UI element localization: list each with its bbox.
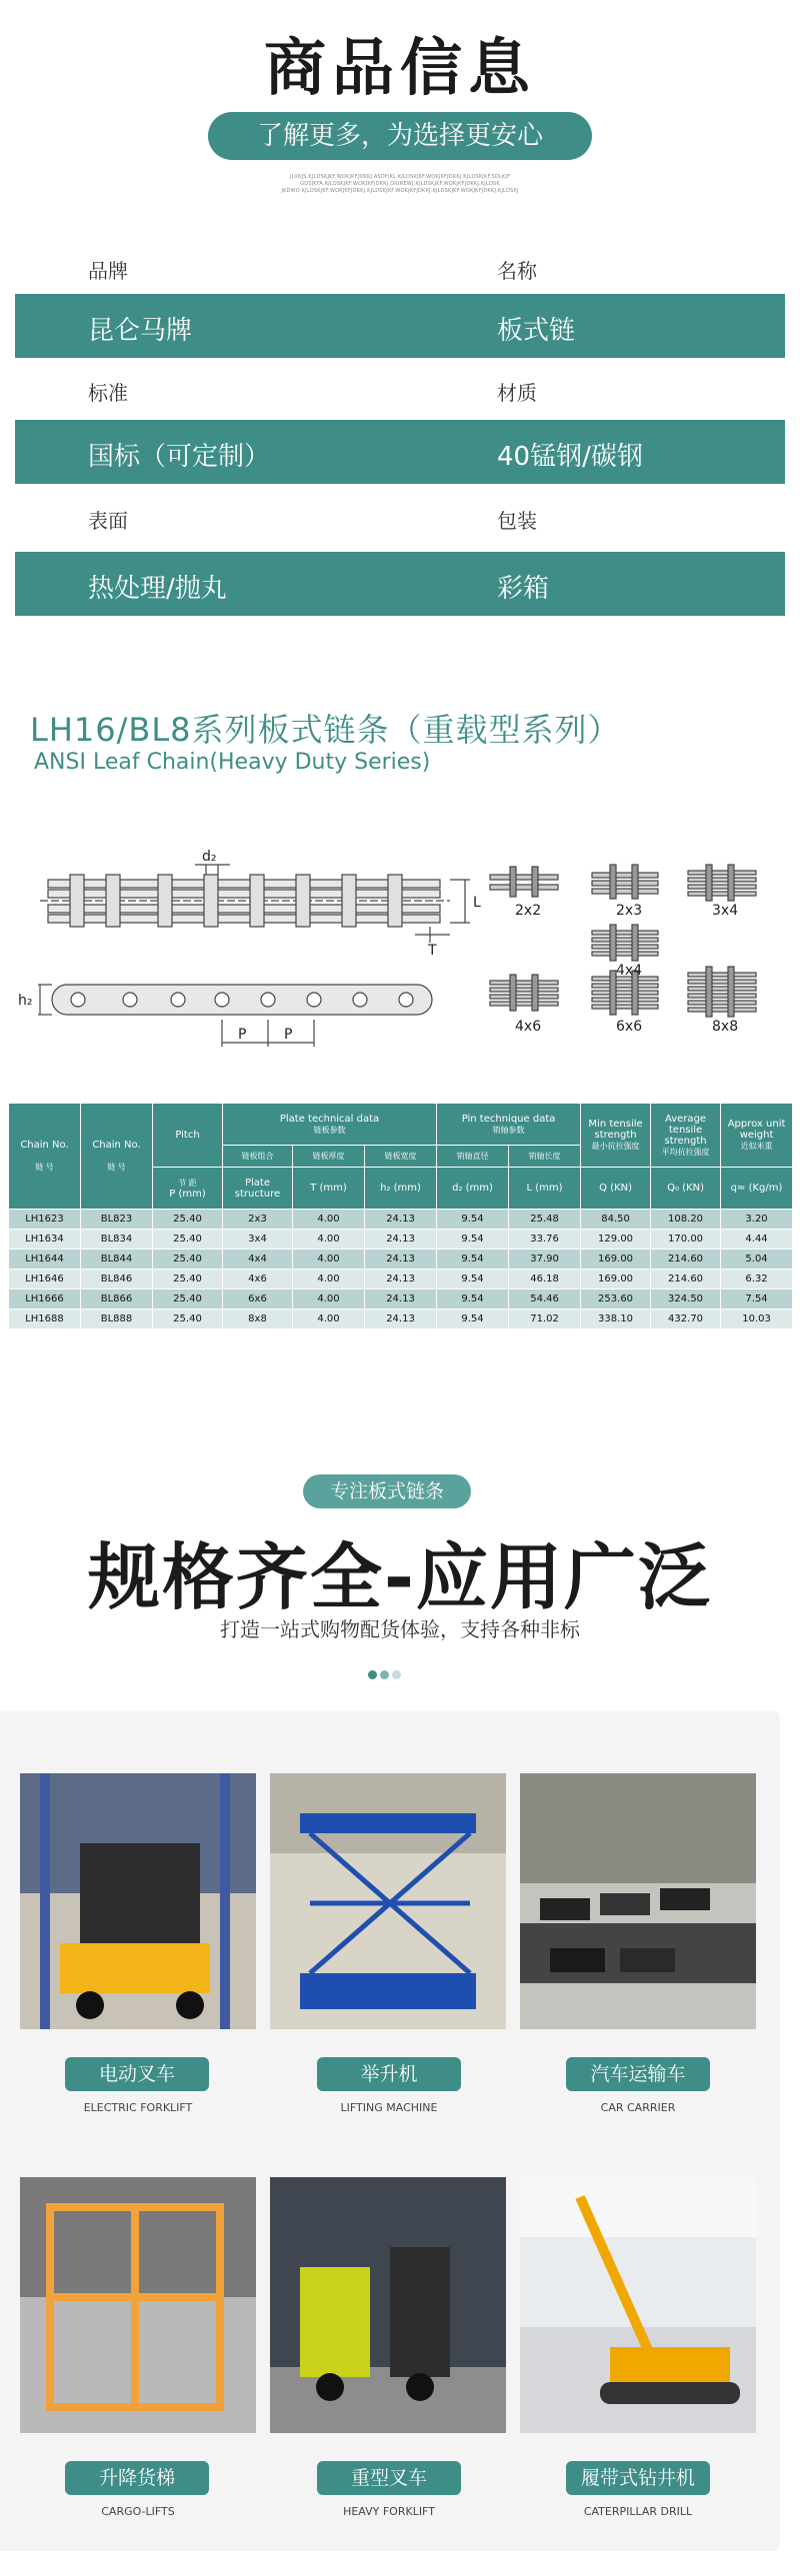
table-cell: 9.54 bbox=[437, 1289, 509, 1309]
col-header-avg-sym: Q₀ (KN) bbox=[651, 1168, 721, 1210]
application-lifting-machine-button[interactable]: 举升机 bbox=[317, 2057, 461, 2091]
table-cell: 4.00 bbox=[293, 1230, 365, 1250]
application-caption: CATERPILLAR DRILL bbox=[583, 2505, 693, 2518]
info-value-name: 板式链 bbox=[497, 316, 576, 346]
cargo-lift-image bbox=[20, 2177, 256, 2433]
section-title: LH16/BL8系列板式链条（重载型系列） bbox=[30, 711, 621, 749]
dim-label-P2: P bbox=[284, 1027, 293, 1043]
heavy-forklift-image bbox=[270, 2177, 506, 2433]
col-header-plate: Plate technical data 链板参数 bbox=[223, 1104, 437, 1146]
col-header-min-tensile: Min tensile strength 最小抗拉强度 bbox=[581, 1104, 651, 1168]
table-cell: 25.40 bbox=[153, 1309, 223, 1329]
chain-top-view bbox=[40, 865, 470, 943]
table-cell: LH1634 bbox=[9, 1230, 81, 1250]
table-cell: 169.00 bbox=[581, 1250, 651, 1270]
col-header-plate-thick-sym: T (mm) bbox=[293, 1168, 365, 1210]
table-cell: 6.32 bbox=[721, 1270, 793, 1289]
table-cell: BL834 bbox=[81, 1230, 153, 1250]
table-cell: 214.60 bbox=[651, 1250, 721, 1270]
application-caption: HEAVY FORKLIFT bbox=[343, 2505, 435, 2518]
table-cell: BL844 bbox=[81, 1250, 153, 1270]
info-label-packaging: 包装 bbox=[497, 509, 537, 533]
table-cell: 25.48 bbox=[509, 1210, 581, 1230]
col-header-chain-no: Chain No. 链 号 bbox=[9, 1104, 81, 1210]
table-row bbox=[9, 1309, 793, 1329]
info-label-brand: 品牌 bbox=[88, 259, 128, 283]
table-cell: 71.02 bbox=[509, 1309, 581, 1329]
table-cell: 4x4 bbox=[223, 1250, 293, 1270]
chain-diagram bbox=[10, 835, 790, 1055]
lacing-label: 6x6 bbox=[616, 1019, 643, 1035]
table-cell: BL866 bbox=[81, 1289, 153, 1309]
lacing-label: 2x2 bbox=[515, 903, 542, 919]
table-cell: 24.13 bbox=[365, 1270, 437, 1289]
application-caption: ELECTRIC FORKLIFT bbox=[83, 2101, 193, 2114]
lacing-label: 8x8 bbox=[712, 1019, 739, 1035]
lacing-label: 3x4 bbox=[712, 903, 739, 919]
table-cell: 214.60 bbox=[651, 1270, 721, 1289]
table-cell: 25.40 bbox=[153, 1230, 223, 1250]
info-value-material: 40锰钢/碳钢 bbox=[497, 442, 643, 472]
application-car-carrier-button[interactable]: 汽车运输车 bbox=[566, 2057, 710, 2091]
table-cell: 170.00 bbox=[651, 1230, 721, 1250]
section-subtitle: ANSI Leaf Chain(Heavy Duty Series) bbox=[34, 750, 431, 775]
col-header-pitch: Pitch bbox=[153, 1104, 223, 1168]
table-cell: 129.00 bbox=[581, 1230, 651, 1250]
lacing-label: 2x3 bbox=[616, 903, 643, 919]
focus-pill: 专注板式链条 bbox=[303, 1474, 471, 1508]
decorative-text-line: GDSJKFA.KJLDSKJKF.WOKJKFJDKKJ.OIUREWJ.KJLDSKJKF.WOKJKFJDKKJ.KJLDSK bbox=[300, 181, 500, 187]
lacing-icon-4x6 bbox=[490, 975, 558, 1011]
application-cargo-lifts-button[interactable]: 升降货梯 bbox=[65, 2461, 209, 2495]
table-cell: 9.54 bbox=[437, 1210, 509, 1230]
decorative-text-line: JLXKJS.KJLDSKJKF.WOKJKFJDKKJ.ASDFJKL.KJLDSKJKF.WOKJKFJDKKJ.KJLDSKJKF.SDLKJF bbox=[289, 174, 511, 180]
table-cell: 324.50 bbox=[651, 1289, 721, 1309]
table-row bbox=[9, 1230, 793, 1250]
application-subtitle: 打造一站式购物配货体验，支持各种非标 bbox=[220, 1617, 580, 1641]
table-cell: 84.50 bbox=[581, 1210, 651, 1230]
table-row bbox=[9, 1250, 793, 1270]
info-label-surface: 表面 bbox=[88, 509, 128, 533]
decorative-text-line: JKDWQ.KJLDSKJKF.WOKJKFJDKKJ.KJLDSKJKF.WOKJKFJDKKJ.KJLDSKJKF.WOKJKFJDKKJ.KJLDSKJ bbox=[281, 188, 519, 194]
table-cell: 169.00 bbox=[581, 1270, 651, 1289]
dim-label-P1: P bbox=[238, 1027, 247, 1043]
dim-label-L: L bbox=[473, 895, 481, 911]
table-cell: 9.54 bbox=[437, 1270, 509, 1289]
col-header-plate-thick-cn: 链板厚度 bbox=[293, 1146, 365, 1168]
info-label-name: 名称 bbox=[497, 259, 537, 283]
application-title: 规格齐全-应用广泛 bbox=[88, 1535, 712, 1619]
table-cell: LH1646 bbox=[9, 1270, 81, 1289]
table-cell: 9.54 bbox=[437, 1230, 509, 1250]
table-cell: LH1644 bbox=[9, 1250, 81, 1270]
spec-table bbox=[8, 1103, 793, 1329]
table-cell: 10.03 bbox=[721, 1309, 793, 1329]
table-cell: 3x4 bbox=[223, 1230, 293, 1250]
table-cell: BL846 bbox=[81, 1270, 153, 1289]
col-header-min-sym: Q (KN) bbox=[581, 1168, 651, 1210]
table-cell: 9.54 bbox=[437, 1250, 509, 1270]
table-cell: 3.20 bbox=[721, 1210, 793, 1230]
info-row-2 bbox=[15, 420, 785, 484]
caterpillar-drill-image bbox=[520, 2177, 756, 2433]
lacing-label: 4x6 bbox=[515, 1019, 542, 1035]
table-cell: 4.00 bbox=[293, 1210, 365, 1230]
header-subtitle-pill: 了解更多，为选择更安心 bbox=[208, 112, 592, 160]
info-label-standard: 标准 bbox=[88, 381, 128, 405]
col-header-wt-sym: q≈ (Kg/m) bbox=[721, 1168, 793, 1210]
info-value-surface: 热处理/抛丸 bbox=[88, 574, 227, 604]
col-header-pitch-sym: 节 距 P (mm) bbox=[153, 1168, 223, 1210]
lifting-machine-image bbox=[270, 1773, 506, 2029]
electric-forklift-image bbox=[20, 1773, 256, 2029]
info-row-3 bbox=[15, 552, 785, 616]
table-cell: 8x8 bbox=[223, 1309, 293, 1329]
table-row bbox=[9, 1270, 793, 1289]
table-cell: BL888 bbox=[81, 1309, 153, 1329]
table-cell: 4.00 bbox=[293, 1289, 365, 1309]
table-cell: 4x6 bbox=[223, 1270, 293, 1289]
page-title: 商品信息 bbox=[263, 31, 536, 104]
table-cell: 338.10 bbox=[581, 1309, 651, 1329]
table-cell: LH1623 bbox=[9, 1210, 81, 1230]
dim-label-T: T bbox=[428, 943, 437, 959]
table-cell: 5.04 bbox=[721, 1250, 793, 1270]
table-cell: 46.18 bbox=[509, 1270, 581, 1289]
lacing-icon-2x2 bbox=[490, 867, 558, 897]
application-caption: CARGO-LIFTS bbox=[101, 2505, 175, 2518]
car-carrier-image bbox=[520, 1773, 756, 2029]
col-header-weight: Approx unit weight 近似米重 bbox=[721, 1104, 793, 1168]
table-cell: 4.00 bbox=[293, 1309, 365, 1329]
table-row bbox=[9, 1210, 793, 1230]
lacing-icon-4x4 bbox=[592, 925, 658, 961]
table-cell: 25.40 bbox=[153, 1270, 223, 1289]
table-cell: 108.20 bbox=[651, 1210, 721, 1230]
table-cell: 432.70 bbox=[651, 1309, 721, 1329]
info-value-standard: 国标（可定制） bbox=[88, 442, 271, 472]
table-cell: 6x6 bbox=[223, 1289, 293, 1309]
col-header-pin-len-cn: 销轴长度 bbox=[509, 1146, 581, 1168]
col-header-plate-struct-cn: 链板组合 bbox=[223, 1146, 293, 1168]
dim-label-h2: h₂ bbox=[18, 993, 33, 1009]
table-cell: LH1688 bbox=[9, 1309, 81, 1329]
table-cell: LH1666 bbox=[9, 1289, 81, 1309]
info-value-brand: 昆仑马牌 bbox=[88, 316, 193, 346]
table-cell: 54.46 bbox=[509, 1289, 581, 1309]
col-header-plate-width-sym: h₂ (mm) bbox=[365, 1168, 437, 1210]
table-cell: 24.13 bbox=[365, 1289, 437, 1309]
table-cell: 33.76 bbox=[509, 1230, 581, 1250]
col-header-pin-dia-sym: d₂ (mm) bbox=[437, 1168, 509, 1210]
table-cell: 24.13 bbox=[365, 1210, 437, 1230]
carousel-dot[interactable] bbox=[380, 1670, 389, 1679]
table-cell: 9.54 bbox=[437, 1309, 509, 1329]
info-label-material: 材质 bbox=[497, 381, 537, 405]
table-cell: 2x3 bbox=[223, 1210, 293, 1230]
table-cell: 24.13 bbox=[365, 1250, 437, 1270]
carousel-dot[interactable] bbox=[368, 1670, 377, 1679]
table-cell: 25.40 bbox=[153, 1210, 223, 1230]
table-cell: 4.44 bbox=[721, 1230, 793, 1250]
table-cell: 7.54 bbox=[721, 1289, 793, 1309]
lacing-icon-3x4 bbox=[688, 865, 756, 901]
table-cell: 37.90 bbox=[509, 1250, 581, 1270]
table-cell: 24.13 bbox=[365, 1230, 437, 1250]
col-header-pin-dia-cn: 销轴直径 bbox=[437, 1146, 509, 1168]
carousel-dots bbox=[368, 1664, 428, 1676]
application-heavy-forklift-button[interactable]: 重型叉车 bbox=[317, 2461, 461, 2495]
table-cell: 4.00 bbox=[293, 1270, 365, 1289]
application-electric-forklift-button[interactable]: 电动叉车 bbox=[65, 2057, 209, 2091]
application-caption: LIFTING MACHINE bbox=[340, 2101, 438, 2114]
table-cell: 4.00 bbox=[293, 1250, 365, 1270]
info-row-1 bbox=[15, 294, 785, 358]
carousel-dot[interactable] bbox=[392, 1670, 401, 1679]
table-row bbox=[9, 1289, 793, 1309]
lacing-icon-8x8 bbox=[688, 967, 756, 1017]
table-cell: 25.40 bbox=[153, 1250, 223, 1270]
col-header-chain-no-2: Chain No. 链 号 bbox=[81, 1104, 153, 1210]
col-header-pin: Pin technique data 销轴参数 bbox=[437, 1104, 581, 1146]
application-caterpillar-drill-button[interactable]: 履带式钻井机 bbox=[566, 2461, 710, 2495]
dim-label-d2: d₂ bbox=[202, 849, 217, 865]
table-cell: 25.40 bbox=[153, 1289, 223, 1309]
col-header-avg-tensile: Average tensile strength 平均抗拉强度 bbox=[651, 1104, 721, 1168]
lacing-label: 4x4 bbox=[616, 963, 643, 979]
col-header-pin-len-sym: L (mm) bbox=[509, 1168, 581, 1210]
application-caption: CAR CARRIER bbox=[600, 2101, 676, 2114]
lacing-icon-2x3 bbox=[592, 865, 658, 899]
col-header-plate-struct-en: Plate structure bbox=[223, 1168, 293, 1210]
chain-side-view bbox=[38, 985, 432, 1047]
col-header-plate-width-cn: 链板宽度 bbox=[365, 1146, 437, 1168]
table-cell: BL823 bbox=[81, 1210, 153, 1230]
info-value-packaging: 彩箱 bbox=[497, 574, 550, 604]
table-cell: 24.13 bbox=[365, 1309, 437, 1329]
table-cell: 253.60 bbox=[581, 1289, 651, 1309]
